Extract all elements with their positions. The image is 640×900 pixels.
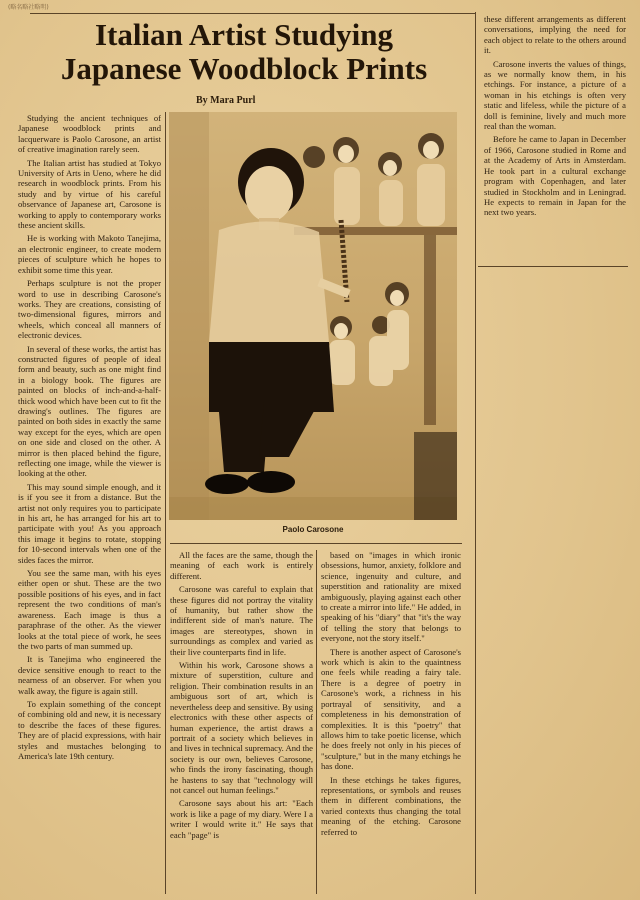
- photo-caption: Paolo Carosone: [282, 525, 344, 534]
- right-column-end-rule: [478, 266, 628, 267]
- paragraph: Studying the ancient techniques of Japanese woodblock prints and lacquerware is Paolo Carosone, an artist of creative imagination rarely seen.: [18, 113, 161, 155]
- photo-illustration: [169, 112, 457, 520]
- paragraph: This may sound simple enough, and it is if you see it from a distance. But the artist not only requires you to participate in his art, he has arranged for his art to participate with you! As you approach this image it begins to rotate, stopping for 10-second intervals when one of the sides faces the mirror.: [18, 481, 161, 565]
- photo-artist-with-dolls: [169, 112, 457, 520]
- top-rule: [30, 13, 475, 14]
- paragraph: He is working with Makoto Tanejima, an electronic engineer, to create modern pieces of sculpture which he hopes to exhibit some time this year.: [18, 233, 161, 275]
- headline-line-2: Japanese Woodblock Prints: [60, 51, 428, 86]
- paragraph: You see the same man, with his eyes either open or shut. These are the two possible positions of his eyes, and in fact represent the two conditions of man's awareness. Each image is thus a paraphrase of the other. As the viewer looks at the total piece of work, he sees the two parts of man summed up.: [18, 568, 161, 651]
- article-column-2: [170, 550, 313, 893]
- paragraph: Before he came to Japan in December of 1966, Carosone studied in Rome and at the Academy of Arts in Amsterdam. He took part in a cultural exchange program with Copenhagen, and later studied in Stockholm and in Leningrad. He expects to remain in Japan for the next two years.: [484, 134, 626, 218]
- column-divider: [316, 550, 317, 894]
- paragraph: The Italian artist has studied at Tokyo University of Arts in Ueno, where he did research in woodblock prints. From his study and by virtue of his careful observance of Japanese art, Carosone is working to apply to contemporary works these ancient skills.: [18, 157, 161, 231]
- paragraph: In several of these works, the artist has constructed figures of people of ideal form and beauty, such as one might find in a biology book. The figures are painted on blocks of inch-and-a-half-thick wood which have been cut to fit the drawing's outlines. The figures are painted on both sides in exactly the same way except for the eyes, which are open on one side and closed on the other. A mirror is then placed behind the figure, reflecting one image, while the viewer is looking at the other.: [18, 343, 161, 479]
- paragraph: In these etchings he takes figures, representations, or symbols and reuses them in different combinations, the varied contexts thus changing the total meaning of the etching. Carosone referred to: [321, 774, 461, 837]
- paragraph: Perhaps sculpture is not the proper word to use in describing Carosone's works. They are creations, consisting of two-dimensional figures, mirrors and wheels, which conceal all manners of electronic devices.: [18, 278, 161, 341]
- paragraph: It is Tanejima who engineered the device sensitive enough to react to the nearness of an observer. For when you walk away, the figure is again still.: [18, 654, 161, 696]
- byline: By Mara Purl: [196, 95, 256, 106]
- paragraph: All the faces are the same, though the meaning of each work is entirely different.: [170, 550, 313, 581]
- paragraph: Carosone was careful to explain that these figures did not portray the vitality of humanity, but rather show the indifferent side of man's nature. The images are stereotypes, shown in surroundings as complex and varied as their live counterparts find in life.: [170, 584, 313, 657]
- article-column-right: [484, 14, 626, 264]
- paragraph: based on "images in which ironic obsessions, humor, anxiety, folklore and science, ingenuity and culture, and superstition and rationality are mixed ambiguously, playing against each other to create a mirror into life." He added, in speaking of his "diary" that "it's the way of telling the story that belongs to everyone, not the story itself.": [321, 550, 461, 644]
- paragraph: To explain something of the concept of combining old and new, it is necessary to describe the faces of these figures. They are of placid expressions, with hair styles and mustaches belonging to America's late 19th century.: [18, 698, 161, 761]
- paragraph: Carosone inverts the values of things, as we normally know them, in his etchings. For instance, a picture of a woman in his etchings is often very static and lifeless, while the picture of a doll is feminine, lively and much more real than the woman.: [484, 58, 626, 132]
- headline-line-1: Italian Artist Studying: [94, 17, 393, 52]
- photo-bottom-rule: [170, 543, 462, 544]
- column-divider: [475, 12, 476, 894]
- paragraph: Carosone says about his art: "Each work is like a page of my diary. Were I a writer I would write it." He says that each "page" is: [170, 798, 313, 840]
- paragraph: these different arrangements as different conversations, implying the need for each object to relate to the others around it.: [484, 14, 626, 56]
- archive-stamp: (略名略社略明): [8, 4, 49, 11]
- article-column-3: [321, 550, 461, 893]
- paragraph: Within his work, Carosone shows a mixture of superstition, culture and religion. Their combination results in an ambiguous sort of art, which is nevertheless deep and sensitive. By using electronics with these other aspects of human experience, the artist draws a portrait of a society which believes in and lives in technical supremacy. And the society is our own, believes Carosone, who finds the irony fascinating, though he hastens to say that "technology will not cancel out human feelings.": [170, 660, 313, 795]
- column-divider: [165, 112, 166, 894]
- article-column-1: [18, 113, 161, 891]
- paragraph: There is another aspect of Carosone's work which is akin to the quaintness one feels while reading a fairy tale. There is a degree of poetry in Carosone's work, a richness in his portrayal of sensitivity, and a completeness in his demonstration of complexities. It is this "poetry" that allows him to take poetic license, which he does freely not only in his pieces of "sculpture," but in the many etchings he has done.: [321, 646, 461, 772]
- headline: [14, 18, 474, 86]
